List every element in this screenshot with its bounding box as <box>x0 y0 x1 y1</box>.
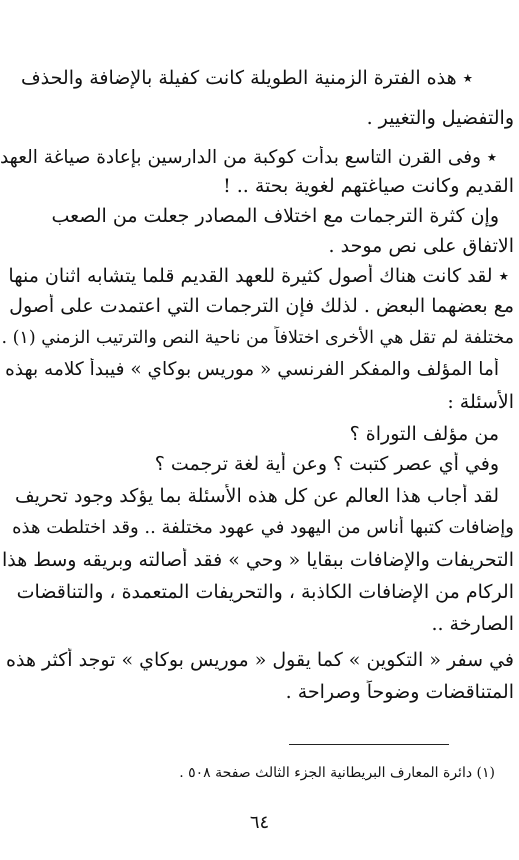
text-line: مع بعضهما البعض . لذلك فإن الترجمات التي اعتمدت على أصول <box>9 295 514 317</box>
text-line: ٭ هذه الفترة الزمنية الطويلة كانت كفيلة بالإضافة والحذف <box>20 67 473 89</box>
text-line: لقد أجاب هذا العالم عن كل هذه الأسئلة بما يؤكد وجود تحريف <box>14 485 499 507</box>
text-line: وإضافات كتبها أناس من اليهود في عهود مختلفة .. وقد اختلطت هذه <box>12 517 514 538</box>
text-line: من مؤلف التوراة ؟ <box>349 423 499 445</box>
footnote: (١) دائرة المعارف البريطانية الجزء الثالث صفحة ٥٠٨ . <box>179 765 495 781</box>
text-line: القديم وكانت صياغتهم لغوية بحتة .. ! <box>223 175 514 197</box>
text-line: في سفر « التكوين » كما يقول « موريس بوكاي » توجد أكثر هذه <box>6 649 514 671</box>
text-line: التحريفات والإضافات ببقايا « وحي » فقد أصالته وبريقه وسط هذا <box>1 549 514 571</box>
footnote-divider <box>289 744 449 745</box>
text-line: الأسئلة : <box>447 391 514 413</box>
text-line: وفي أي عصر كتبت ؟ وعن أية لغة ترجمت ؟ <box>154 453 499 475</box>
text-line: وإن كثرة الترجمات مع اختلاف المصادر جعلت من الصعب <box>51 205 499 227</box>
text-line: الركام من الإضافات الكاذبة ، والتحريفات المتعمدة ، والتناقضات <box>16 581 514 603</box>
text-line: المتناقضات وضوحاً وصراحة . <box>285 681 514 703</box>
text-line: الاتفاق على نص موحد . <box>328 235 514 257</box>
text-line: الصارخة .. <box>431 613 514 635</box>
text-line: ٭ وفى القرن التاسع بدأت كوكبة من الدارسين بإعادة صياغة العهد <box>0 147 497 168</box>
page-number: ٦٤ <box>249 812 270 833</box>
text-line: ٭ لقد كانت هناك أصول كثيرة للعهد القديم قلما يتشابه اثنان منها <box>8 265 509 287</box>
text-line: والتفضيل والتغيير . <box>366 107 514 129</box>
text-line: مختلفة لم تقل هي الأخرى اختلافاً من ناحية النص والترتيب الزمني (١) . <box>1 328 514 348</box>
text-line: أما المؤلف والمفكر الفرنسي « موريس بوكاي » فيبدأ كلامه بهذه <box>5 359 499 380</box>
